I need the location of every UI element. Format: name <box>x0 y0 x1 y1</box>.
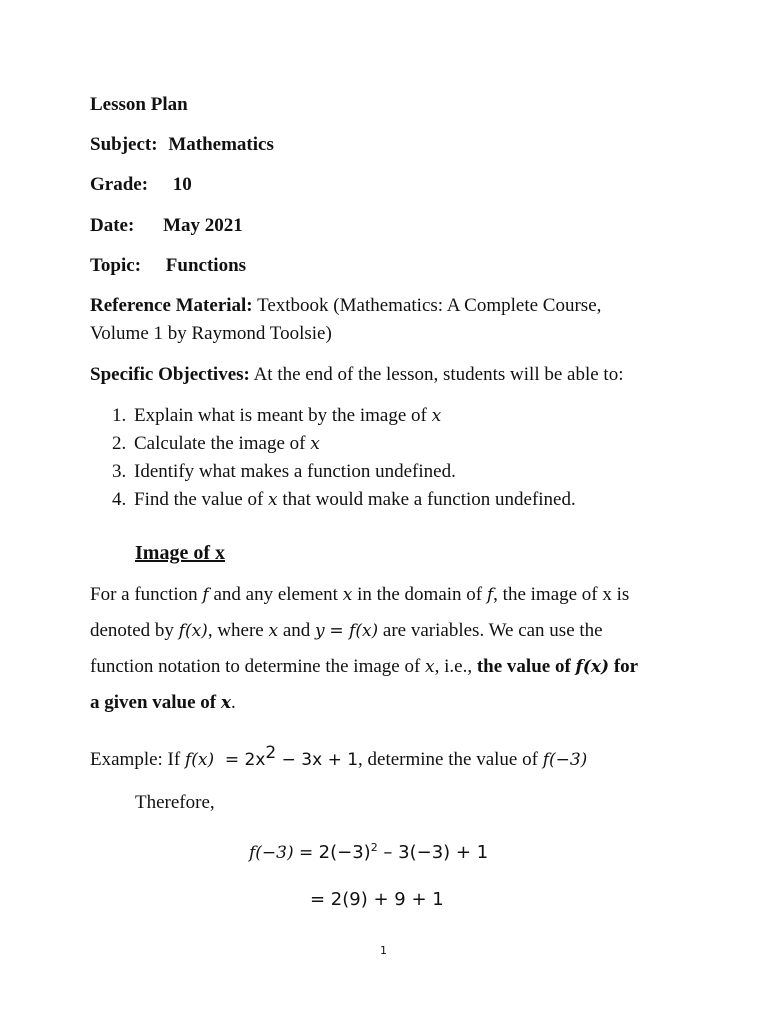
lesson-plan-title: Lesson Plan <box>90 94 188 115</box>
topic-value: Functions <box>165 255 247 276</box>
topic-row <box>90 254 246 278</box>
objectives-text: At the end of the lesson, students will be able to: <box>253 364 624 385</box>
section-heading: Image of x <box>135 542 225 564</box>
list-item: 4. Find the value of x that would make a function undefined. <box>112 489 576 510</box>
reference-row <box>90 294 601 318</box>
date-row <box>90 214 243 238</box>
objectives-label: Specific Objectives: <box>90 364 250 385</box>
reference-text-line1: Textbook (Mathematics: A Complete Course, <box>257 295 602 316</box>
list-item: 2. Calculate the image of x <box>112 433 320 454</box>
grade-row <box>90 173 192 197</box>
subject-row <box>90 133 274 157</box>
subject-value: Mathematics <box>168 134 274 155</box>
therefore-text: Therefore, <box>135 792 215 813</box>
grade-value: 10 <box>172 174 192 195</box>
reference-label: Reference Material: <box>90 295 253 316</box>
date-value: May 2021 <box>163 215 243 236</box>
paragraph-line-4: a given value of x. <box>90 692 236 713</box>
list-item: 3. Identify what makes a function undefined. <box>112 461 456 482</box>
grade-label: Grade: <box>90 174 149 195</box>
paragraph-line-2: denoted by f(x), where x and y = f(x) are variables. We can use the <box>90 620 603 641</box>
topic-label: Topic: <box>90 255 142 276</box>
date-label: Date: <box>90 215 135 236</box>
paragraph-line-1: For a function f and any element x in the domain of f, the image of x is <box>90 584 630 605</box>
objectives-list <box>112 402 576 514</box>
subject-label: Subject: <box>90 134 158 155</box>
equation-step-1: $f(-3) = 2(-3)^2 - 3(-3) + 1$ <box>249 841 489 863</box>
page-number: 1 <box>380 944 387 957</box>
objectives-row <box>90 363 623 387</box>
list-item: 1. Explain what is meant by the image of x <box>112 405 442 426</box>
paragraph-line-3: function notation to determine the image of x, i.e., the value of f(x) for <box>90 656 639 677</box>
reference-text-line2: Volume 1 by Raymond Toolsie) <box>90 323 332 344</box>
example-line: Example: If $f(x) = 2x^2 - 3x + 1$, determine the value of f(−3) <box>90 743 588 770</box>
equation-step-2: = 2(9) + 9 + 1 <box>310 889 444 910</box>
